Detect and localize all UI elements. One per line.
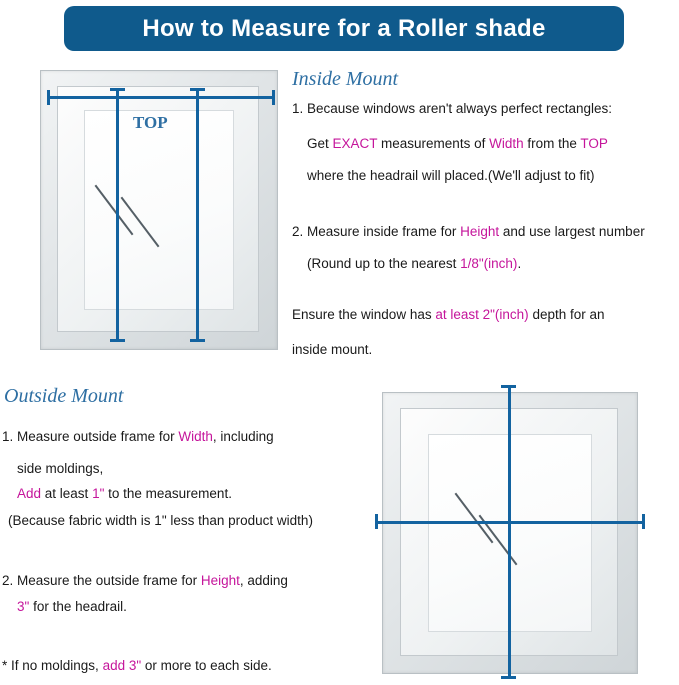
inside-mount-line-7-text: inside mount. [292,342,373,357]
outside-mount-line-3-a: at least [41,486,93,501]
outside-mount-note-a: * If no moldings, [2,658,103,673]
outside-mount-note [2,657,272,674]
outside-mount-line-3 [17,485,232,502]
inside-mount-line-2 [307,135,608,152]
glass-shine-line-2 [121,197,160,248]
inside-mount-line-3 [307,167,594,184]
inside-mount-line-4-b: and use largest number [499,224,645,239]
inside-mount-depth-highlight: at least 2"(inch) [435,307,529,322]
outside-mount-line-6-a: for the headrail. [29,599,127,614]
inside-mount-line-5-a: (Round up to the nearest [307,256,461,271]
inside-mount-line-5 [307,255,521,272]
measure-cap-bottomleft [110,339,125,342]
measure-line-width-top [47,96,275,99]
measure-cap-right-bottom [642,514,645,529]
inside-mount-line-2-c: from the [523,136,581,151]
measure-line-height-left [116,88,119,342]
outside-mount-line-3-b: to the measurement. [104,486,232,501]
outside-mount-line-1-b: , including [212,429,274,444]
inside-mount-line-7 [292,341,372,358]
inside-mount-line-1 [292,100,612,117]
outside-mount-note-add-highlight: add 3" [102,658,142,673]
inside-mount-line-2-a: Get [307,136,333,151]
measure-line-height-bottom [508,385,511,679]
inside-mount-line-6-a: Ensure the window has [292,307,436,322]
inside-mount-heading: Inside Mount [292,68,399,90]
outside-mount-heading: Outside Mount [4,385,124,407]
inside-mount-line-6 [292,306,605,323]
inside-mount-line-4 [292,223,645,240]
outside-mount-line-1 [2,428,274,445]
outside-mount-height-highlight: Height [200,573,240,588]
outside-mount-note-b: or more to each side. [141,658,272,673]
inside-mount-line-3-text: where the headrail will placed.(We'll adjust to fit) [307,168,595,183]
outside-mount-line-2-text: side moldings, [17,461,104,476]
inside-mount-line-5-b: . [517,256,522,271]
top-label: TOP [133,113,168,132]
outside-mount-add-highlight: Add [17,486,42,501]
inside-mount-line-4-a: 2. Measure inside frame for [292,224,461,239]
outside-mount-line-4 [8,512,313,529]
measure-cap-bottom-bottom [501,676,516,679]
outside-mount-line-6 [17,598,127,615]
outside-mount-line-5-b: , adding [239,573,288,588]
outside-mount-line-5 [2,572,288,589]
window-glass [84,110,234,310]
outside-mount-line-4-text: (Because fabric width is 1" less than product width) [8,513,313,528]
outside-mount-headrail-inch-highlight: 3" [17,599,30,614]
inside-mount-width-highlight: Width [489,136,524,151]
measure-cap-top-bottom [501,385,516,388]
measure-cap-topright [190,88,205,91]
measure-cap-topleft [110,88,125,91]
inside-mount-fraction-highlight: 1/8"(inch) [460,256,518,271]
outside-mount-line-5-a: 2. Measure the outside frame for [2,573,201,588]
measure-cap-right-top [272,90,275,105]
outside-mount-inch-highlight: 1" [92,486,105,501]
window-diagram-inside-mount [40,70,276,348]
outside-mount-width-highlight: Width [178,429,213,444]
inside-mount-height-highlight: Height [460,224,500,239]
inside-mount-line-2-b: measurements of [377,136,490,151]
inside-mount-top-highlight: TOP [580,136,608,151]
measure-cap-bottomright [190,339,205,342]
glass-shine-line-1 [95,185,134,236]
outside-mount-line-1-a: 1. Measure outside frame for [2,429,179,444]
title-banner [64,6,624,51]
page-title: How to Measure for a Roller shade [142,14,546,42]
inside-mount-line-6-b: depth for an [528,307,605,322]
measure-cap-left-bottom [375,514,378,529]
inside-mount-exact-highlight: EXACT [332,136,378,151]
measure-cap-left-top [47,90,50,105]
glass-shine-line-3 [455,493,494,544]
measure-line-height-right [196,88,199,342]
outside-mount-line-2 [17,460,103,477]
inside-mount-line-1-text: 1. Because windows aren't always perfect rectangles: [292,101,612,116]
